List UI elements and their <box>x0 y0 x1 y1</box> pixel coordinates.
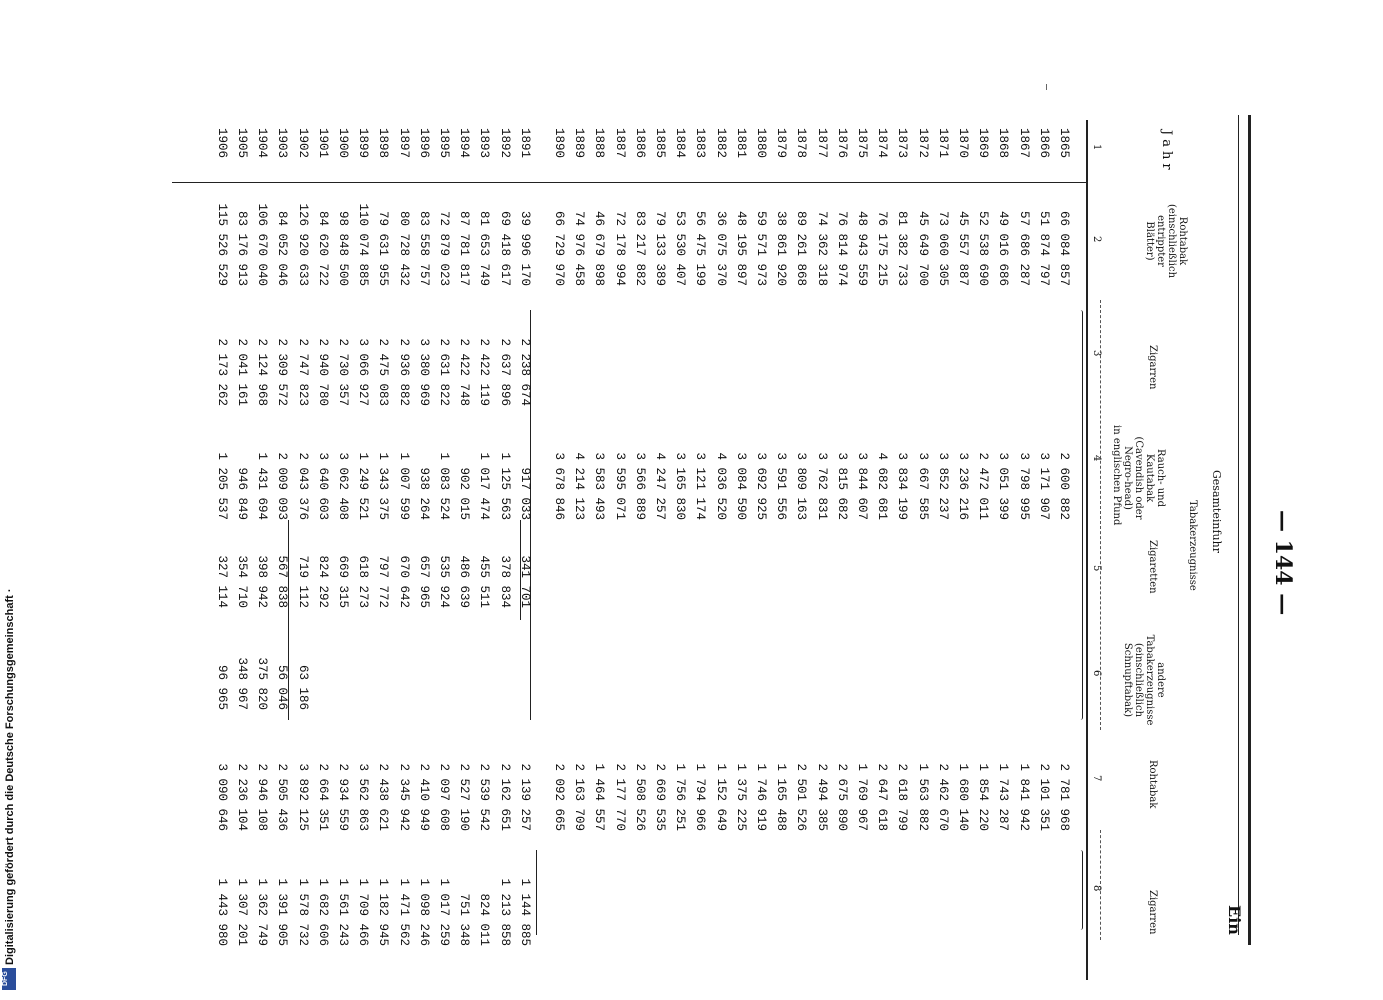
value-cell-c8: 1 307 201 <box>235 878 249 946</box>
value-cell-c3: 3 380 969 <box>416 338 431 406</box>
speck <box>1046 84 1047 90</box>
value-cell-c2: 115 526 529 <box>214 203 229 286</box>
value-cell-c2: 66 729 970 <box>552 210 566 286</box>
value-cell-c5: 567 838 <box>275 555 290 608</box>
value-cell-c7: 2 675 890 <box>834 763 849 831</box>
value-cell-c6: 375 820 <box>255 657 270 710</box>
value-cell-c2: 39 996 170 <box>517 210 532 286</box>
value-cell-c3: 2 936 882 <box>396 338 411 406</box>
value-cell-c5: 719 112 <box>295 555 310 608</box>
value-cell-c4: 3 084 590 <box>733 452 748 520</box>
value-cell-c5: 341 701 <box>517 555 532 608</box>
value-cell-c7: 1 152 649 <box>713 763 728 831</box>
header-col2: Rohtabak (einschließlich entrippter Blätter) <box>1144 203 1188 279</box>
value-cell-c7: 1 743 287 <box>996 763 1011 831</box>
value-cell-c2: 51 874 797 <box>1036 210 1051 286</box>
value-cell-c7: 2 101 351 <box>1036 763 1051 831</box>
year-cell: 1877 <box>814 128 829 159</box>
year-cell: 1866 <box>1036 128 1051 159</box>
value-cell-c2: 83 176 913 <box>235 210 249 286</box>
value-cell-c2: 56 475 199 <box>693 210 708 286</box>
header-separator-rule <box>1086 120 1088 980</box>
value-cell-c3: 2 173 262 <box>214 338 229 406</box>
value-cell-c7: 1 746 919 <box>754 763 768 831</box>
value-cell-c2: 52 538 690 <box>976 210 991 286</box>
value-cell-c5: 670 642 <box>396 555 411 608</box>
dfg-logo: DFG <box>2 968 16 990</box>
value-cell-c5: 378 834 <box>497 555 512 608</box>
header-dash-line <box>1100 300 1101 730</box>
value-cell-c6: 348 967 <box>235 657 249 710</box>
year-cell: 1903 <box>275 128 290 159</box>
value-cell-c8: 1 182 945 <box>376 878 391 946</box>
value-cell-c7: 2 501 526 <box>794 763 809 831</box>
value-cell-c2: 72 879 023 <box>437 210 451 286</box>
value-cell-c7: 1 165 488 <box>774 763 789 831</box>
year-cell: 1872 <box>915 128 930 159</box>
value-cell-c4: 902 015 <box>457 467 472 520</box>
value-cell-c5: 486 639 <box>457 555 472 608</box>
value-cell-c8: 1 144 885 <box>517 878 532 946</box>
value-cell-c4: 1 125 563 <box>497 452 512 520</box>
value-cell-c2: 89 261 868 <box>794 210 809 286</box>
value-cell-c7: 2 508 526 <box>632 763 647 831</box>
value-cell-c2: 126 920 633 <box>295 203 310 286</box>
year-cell: 1887 <box>612 128 627 159</box>
value-cell-c5: 535 924 <box>437 555 451 608</box>
value-cell-c2: 73 060 305 <box>935 210 950 286</box>
value-cell-c2: 81 653 749 <box>477 210 492 286</box>
value-cell-c2: 45 649 700 <box>915 210 930 286</box>
header-col8: Zigarren <box>1147 890 1158 935</box>
value-cell-c7: 2 781 968 <box>1057 763 1071 831</box>
value-cell-c7: 2 539 542 <box>477 763 492 831</box>
header-num-3: 3 <box>1091 350 1102 357</box>
value-cell-c2: 74 976 458 <box>572 210 587 286</box>
value-cell-c2: 48 195 897 <box>733 210 748 286</box>
value-cell-c4: 1 205 537 <box>214 452 229 520</box>
value-cell-c4: 3 591 556 <box>774 452 789 520</box>
value-cell-c3: 2 041 161 <box>235 338 249 406</box>
header-num-2: 2 <box>1091 236 1102 243</box>
value-cell-c4: 4 247 257 <box>653 452 667 520</box>
value-cell-c7: 2 934 559 <box>336 763 350 831</box>
value-cell-c8: 1 362 749 <box>255 878 270 946</box>
value-cell-c2: 48 943 559 <box>855 210 869 286</box>
header-tabakerzeugnisse: Tabakerzeugnisse <box>1187 500 1198 591</box>
value-cell-c2: 79 133 389 <box>653 210 667 286</box>
value-cell-c2: 46 679 898 <box>592 210 607 286</box>
value-cell-c8: 1 391 905 <box>275 878 290 946</box>
value-cell-c7: 2 669 535 <box>653 763 667 831</box>
year-cell: 1892 <box>497 128 512 159</box>
value-cell-c3: 2 422 748 <box>457 338 472 406</box>
year-cell: 1870 <box>956 128 970 159</box>
value-cell-c4: 3 171 907 <box>1036 452 1051 520</box>
value-cell-c3: 2 475 083 <box>376 338 391 406</box>
year-cell: 1898 <box>376 128 391 159</box>
value-cell-c7: 1 854 220 <box>976 763 991 831</box>
value-cell-c7: 2 139 257 <box>517 763 532 831</box>
value-cell-c2: 79 631 955 <box>376 210 391 286</box>
value-cell-c6: 96 965 <box>214 664 229 710</box>
value-cell-c2: 69 418 617 <box>497 210 512 286</box>
value-cell-c8: 1 017 259 <box>437 878 451 946</box>
year-cell: 1896 <box>416 128 431 159</box>
value-cell-c7: 2 647 618 <box>875 763 890 831</box>
value-cell-c7: 2 664 351 <box>315 763 330 831</box>
value-cell-c5: 797 772 <box>376 555 391 608</box>
value-cell-c3: 2 422 119 <box>477 338 492 406</box>
value-cell-c2: 106 670 040 <box>255 203 270 286</box>
year-cell: 1876 <box>834 128 849 159</box>
year-cell: 1894 <box>457 128 472 159</box>
value-cell-c6: 63 186 <box>295 664 310 710</box>
value-cell-c3: 2 631 822 <box>437 338 451 406</box>
year-cell: 1897 <box>396 128 411 159</box>
value-cell-c2: 76 814 974 <box>834 210 849 286</box>
value-cell-c7: 1 769 967 <box>855 763 869 831</box>
value-cell-c7: 2 438 621 <box>376 763 391 831</box>
value-cell-c6: 56 046 <box>275 664 290 710</box>
year-cell: 1867 <box>1016 128 1031 159</box>
value-cell-c7: 1 680 140 <box>956 763 970 831</box>
year-cell: 1891 <box>517 128 532 159</box>
value-cell-c8: 1 709 466 <box>356 878 371 946</box>
header-col7: Rohtabak <box>1147 760 1158 809</box>
top-border-thin-rule <box>1238 115 1239 935</box>
value-cell-c7: 2 462 670 <box>935 763 950 831</box>
year-cell: 1899 <box>356 128 371 159</box>
value-cell-c3: 2 238 674 <box>517 338 532 406</box>
header-num-8: 8 <box>1091 885 1102 892</box>
table-title-fragment: Ein <box>1225 905 1244 935</box>
year-cell: 1875 <box>855 128 869 159</box>
year-column-rule <box>172 182 1088 183</box>
value-cell-c7: 1 841 942 <box>1016 763 1031 831</box>
value-cell-c4: 3 834 199 <box>895 452 910 520</box>
year-cell: 1880 <box>754 128 768 159</box>
value-cell-c4: 1 249 521 <box>356 452 371 520</box>
value-cell-c2: 80 728 432 <box>396 210 411 286</box>
header-year-num: 1 <box>1091 144 1102 151</box>
value-cell-c4: 3 566 889 <box>632 452 647 520</box>
value-cell-c4: 946 849 <box>235 467 249 520</box>
value-cell-c4: 3 678 846 <box>552 452 566 520</box>
value-cell-c2: 53 530 407 <box>673 210 688 286</box>
year-cell: 1885 <box>653 128 667 159</box>
digitization-note: Digitalisierung gefördert durch die Deutsche Forschungsgemeinschaft · <box>4 588 16 965</box>
value-cell-c5: 398 942 <box>255 555 270 608</box>
value-cell-c2: 84 052 046 <box>275 210 290 286</box>
value-cell-c2: 76 175 215 <box>875 210 890 286</box>
value-cell-c4: 3 844 607 <box>855 452 869 520</box>
value-cell-c4: 3 640 603 <box>315 452 330 520</box>
bracket-col8-1891 <box>536 850 541 935</box>
value-cell-c2: 98 848 500 <box>336 210 350 286</box>
value-cell-c7: 2 410 949 <box>416 763 431 831</box>
value-cell-c7: 2 177 770 <box>612 763 627 831</box>
page-number: — 144 — <box>1270 510 1296 616</box>
header-num-5: 5 <box>1091 565 1102 572</box>
year-cell: 1883 <box>693 128 708 159</box>
value-cell-c5: 669 315 <box>336 555 350 608</box>
year-cell: 1868 <box>996 128 1011 159</box>
top-border-rule <box>1248 115 1251 945</box>
value-cell-c4: 3 762 831 <box>814 452 829 520</box>
value-cell-c2: 57 686 287 <box>1016 210 1031 286</box>
value-cell-c5: 455 511 <box>477 555 492 608</box>
value-cell-c3: 2 730 357 <box>336 338 350 406</box>
value-cell-c8: 1 443 980 <box>214 878 229 946</box>
value-cell-c7: 2 092 665 <box>552 763 566 831</box>
value-cell-c5: 327 114 <box>214 555 229 608</box>
value-cell-c4: 3 165 830 <box>673 452 688 520</box>
value-cell-c4: 3 595 071 <box>612 452 627 520</box>
year-cell: 1878 <box>794 128 809 159</box>
value-cell-c3: 2 637 896 <box>497 338 512 406</box>
value-cell-c8: 1 682 606 <box>315 878 330 946</box>
value-cell-c2: 83 217 882 <box>632 210 647 286</box>
value-cell-c2: 81 382 733 <box>895 210 910 286</box>
value-cell-c7: 2 097 608 <box>437 763 451 831</box>
year-cell: 1865 <box>1057 128 1071 159</box>
value-cell-c8: 1 098 246 <box>416 878 431 946</box>
year-cell: 1884 <box>673 128 688 159</box>
value-cell-c2: 66 084 857 <box>1057 210 1071 286</box>
value-cell-c4: 938 264 <box>416 467 431 520</box>
value-cell-c4: 4 682 681 <box>875 452 890 520</box>
year-cell: 1893 <box>477 128 492 159</box>
value-cell-c7: 1 756 251 <box>673 763 688 831</box>
value-cell-c7: 1 794 966 <box>693 763 708 831</box>
header-col3: Zigarren <box>1147 345 1158 390</box>
value-cell-c7: 3 562 863 <box>356 763 371 831</box>
value-cell-c2: 83 558 757 <box>416 210 431 286</box>
value-cell-c4: 3 667 585 <box>915 452 930 520</box>
header-num-6: 6 <box>1091 670 1102 677</box>
value-cell-c4: 3 121 174 <box>693 452 708 520</box>
value-cell-c5: 824 292 <box>315 555 330 608</box>
value-cell-c7: 3 090 646 <box>214 763 229 831</box>
value-cell-c4: 4 214 123 <box>572 452 587 520</box>
value-cell-c2: 45 557 887 <box>956 210 970 286</box>
value-cell-c3: 2 940 780 <box>315 338 330 406</box>
value-cell-c7: 3 892 125 <box>295 763 310 831</box>
value-cell-c4: 2 043 376 <box>295 452 310 520</box>
year-cell: 1901 <box>315 128 330 159</box>
header-num-7: 7 <box>1091 775 1102 782</box>
value-cell-c4: 1 017 474 <box>477 452 492 520</box>
value-cell-c2: 59 571 973 <box>754 210 768 286</box>
value-cell-c4: 917 033 <box>517 467 532 520</box>
value-cell-c4: 3 583 493 <box>592 452 607 520</box>
value-cell-c4: 3 062 408 <box>336 452 350 520</box>
value-cell-c7: 2 494 385 <box>814 763 829 831</box>
year-cell: 1906 <box>214 128 229 159</box>
value-cell-c5: 354 710 <box>235 555 249 608</box>
value-cell-c4: 4 036 520 <box>713 452 728 520</box>
value-cell-c8: 1 561 243 <box>336 878 350 946</box>
value-cell-c7: 1 464 557 <box>592 763 607 831</box>
value-cell-c7: 1 375 225 <box>733 763 748 831</box>
year-cell: 1904 <box>255 128 270 159</box>
value-cell-c7: 1 563 882 <box>915 763 930 831</box>
value-cell-c3: 2 309 572 <box>275 338 290 406</box>
year-cell: 1882 <box>713 128 728 159</box>
value-cell-c4: 3 692 925 <box>754 452 768 520</box>
value-cell-c8: 1 213 858 <box>497 878 512 946</box>
year-cell: 1889 <box>572 128 587 159</box>
value-cell-c7: 2 618 799 <box>895 763 910 831</box>
value-cell-c7: 2 527 190 <box>457 763 472 831</box>
value-cell-c2: 36 075 370 <box>713 210 728 286</box>
year-cell: 1873 <box>895 128 910 159</box>
brace-col-8 <box>1078 850 1083 930</box>
header-col4: Rauch- und Kautabak (Cavendish oder Negro-head) <box>1122 436 1166 520</box>
value-cell-c7: 2 505 436 <box>275 763 290 831</box>
value-cell-c4: 3 815 682 <box>834 452 849 520</box>
year-cell: 1905 <box>235 128 249 159</box>
header-unit-note: in englischen Pfund <box>1111 425 1122 526</box>
value-cell-c7: 2 162 651 <box>497 763 512 831</box>
value-cell-c4: 2 600 882 <box>1057 452 1071 520</box>
value-cell-c4: 1 343 375 <box>376 452 391 520</box>
value-cell-c2: 74 362 318 <box>814 210 829 286</box>
value-cell-c2: 84 620 722 <box>315 210 330 286</box>
value-cell-c4: 3 809 163 <box>794 452 809 520</box>
value-cell-c4: 3 236 216 <box>956 452 970 520</box>
value-cell-c4: 3 852 237 <box>935 452 950 520</box>
value-cell-c8: 1 471 562 <box>396 878 411 946</box>
value-cell-c4: 3 051 399 <box>996 452 1011 520</box>
value-cell-c8: 824 011 <box>477 893 492 946</box>
year-cell: 1869 <box>976 128 991 159</box>
value-cell-c4: 2 009 093 <box>275 452 290 520</box>
value-cell-c4: 1 431 694 <box>255 452 270 520</box>
value-cell-c3: 2 124 968 <box>255 338 270 406</box>
year-cell: 1879 <box>774 128 789 159</box>
header-dash-line-2 <box>1100 830 1101 940</box>
year-cell: 1900 <box>336 128 350 159</box>
year-cell: 1886 <box>632 128 647 159</box>
year-cell: 1902 <box>295 128 310 159</box>
value-cell-c7: 2 345 942 <box>396 763 411 831</box>
value-cell-c7: 2 946 108 <box>255 763 270 831</box>
header-gesamteinfuhr: Gesamteinfuhr <box>1210 470 1223 553</box>
value-cell-c2: 72 178 994 <box>612 210 627 286</box>
year-cell: 1881 <box>733 128 748 159</box>
value-cell-c2: 110 074 885 <box>356 203 371 286</box>
value-cell-c4: 1 007 599 <box>396 452 411 520</box>
value-cell-c7: 2 236 104 <box>235 763 249 831</box>
value-cell-c5: 657 965 <box>416 555 431 608</box>
value-cell-c2: 49 016 686 <box>996 210 1011 286</box>
value-cell-c2: 38 861 920 <box>774 210 789 286</box>
year-cell: 1895 <box>437 128 451 159</box>
value-cell-c8: 751 348 <box>457 893 472 946</box>
value-cell-c4: 2 472 011 <box>976 452 991 520</box>
value-cell-c2: 87 781 817 <box>457 210 472 286</box>
value-cell-c7: 2 163 709 <box>572 763 587 831</box>
brace-cols-3-6 <box>1078 310 1083 720</box>
value-cell-c3: 3 066 927 <box>356 338 371 406</box>
value-cell-c4: 3 798 995 <box>1016 452 1031 520</box>
year-cell: 1871 <box>935 128 950 159</box>
year-cell: 1890 <box>552 128 566 159</box>
header-col5: Zigaretten <box>1147 540 1158 594</box>
value-cell-c5: 618 273 <box>356 555 371 608</box>
year-cell: 1888 <box>592 128 607 159</box>
value-cell-c4: 1 083 524 <box>437 452 451 520</box>
value-cell-c8: 1 578 732 <box>295 878 310 946</box>
year-cell: 1874 <box>875 128 890 159</box>
header-year: Jahr <box>1159 130 1174 174</box>
header-num-4: 4 <box>1091 455 1102 462</box>
value-cell-c3: 2 747 823 <box>295 338 310 406</box>
header-col6: andere Tabakerzeugnisse (einschließlich Schnupftabak) <box>1122 634 1166 726</box>
